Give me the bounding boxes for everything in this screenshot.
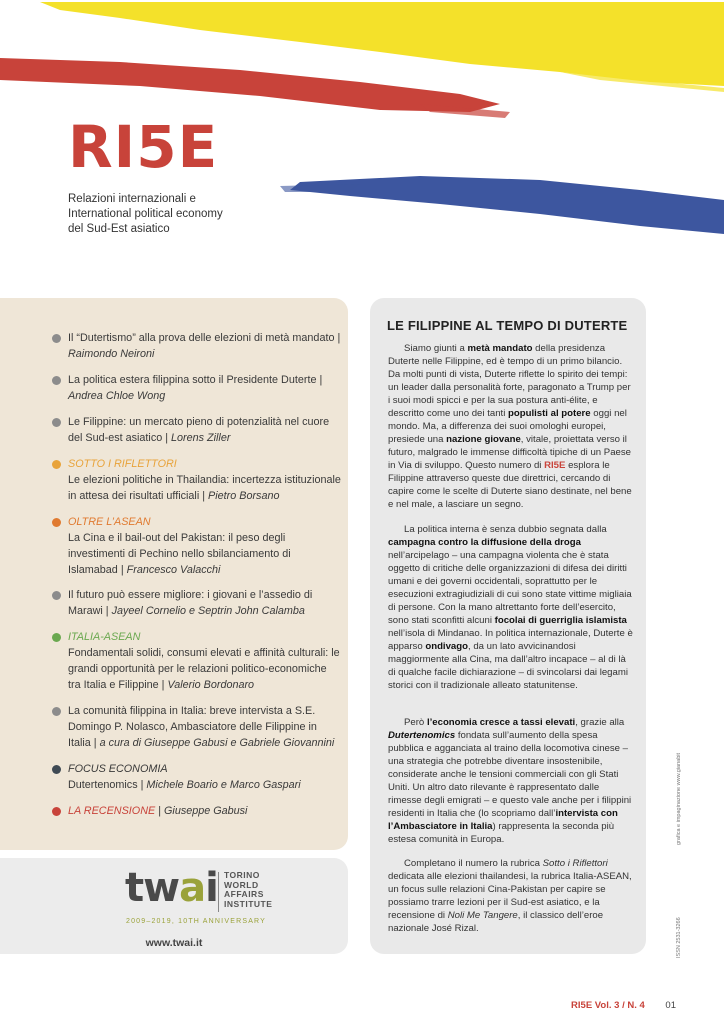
twai-logo: twai xyxy=(125,865,218,911)
bullet-icon xyxy=(52,633,61,642)
bullet-icon xyxy=(52,518,61,527)
design-credit: grafica e impaginazione www.gianabit xyxy=(676,752,682,845)
bullet-icon xyxy=(52,334,61,343)
twai-anniversary: 2009–2019, 10TH ANNIVERSARY xyxy=(126,918,267,925)
rise-logo: RI5E xyxy=(68,113,219,181)
page-number: 01 xyxy=(665,1000,676,1011)
toc-item[interactable]: ITALIA-ASEAN Fondamentali solidi, consumi elevati e affinità culturali: le grandi opportunità per le relazioni politico-economiche tra Italia e Filippine | Valerio Bordonaro xyxy=(52,629,342,693)
toc-item[interactable]: La comunità filippina in Italia: breve intervista a S.E. Domingo P. Nolasco, Ambasciatore delle Filippine in Italia | a cura di Giuseppe Gabusi e Gabriele Giovannini xyxy=(52,703,342,751)
page-footer xyxy=(571,1000,676,1011)
journal-subtitle: Relazioni internazionali e International political economy del Sud-Est asiatico xyxy=(68,193,223,235)
toc-item[interactable]: Le Filippine: un mercato pieno di potenzialità nel cuore del Sud-est asiatico | Lorens Ziller xyxy=(52,414,342,446)
issn-number: ISSN 2531-3266 xyxy=(676,917,682,958)
twai-institute-name: TORINO WORLD AFFAIRS INSTITUTE xyxy=(224,870,273,909)
bullet-icon xyxy=(52,765,61,774)
article-paragraph: Però l’economia cresce a tassi elevati, grazie alla Dutertenomics fondata sull’aumento della spesa pubblica e agganciata al traino della locomotiva cinese – una strategia che potrebbe diventare insostenibile, considerate anche le tensioni commerciali con gli Stati Uniti. Un altro dato rilevante è rappresentato dalle rimesse degli emigrati – e questo vale anche per i filippini residenti in Italia che (lo scopriamo dall’intervista con l’Ambasciatore in Italia) rappresenta la seconda più estesa comunità in Europa. xyxy=(388,717,632,845)
twai-divider xyxy=(218,872,219,912)
footer-volume: Vol. 3 / N. 4 xyxy=(594,1000,645,1011)
bullet-icon xyxy=(52,807,61,816)
article-paragraph: Siamo giunti a metà mandato della presidenza Duterte nelle Filippine, ed è tempo di un primo bilancio. Da molti punti di vista, Duterte riflette lo spirito dei tempi: un leader dalla personalità forte, paragonato a Trump per i suoi modi spicci e per la sua postura anti-élite, e descritto come uno dei tanti populisti al potere oggi nel mondo. Ma, a differenza dei suoi omologhi europei, presiede una nazione giovane, vitale, proiettata verso il futuro, malgrado le immense difficoltà tipiche di un Paese in Via di sviluppo. Questo numero di RI5E esplora le Filippine attraverso queste due direttrici, cercando di capire come le scelte di Duterte siano destinate, nel bene e nel male, a lasciare un segno. xyxy=(388,343,632,510)
bullet-icon xyxy=(52,418,61,427)
red-stroke xyxy=(0,58,500,112)
bullet-icon xyxy=(52,591,61,600)
toc-item[interactable]: FOCUS ECONOMIA Dutertenomics | Michele Boario e Marco Gaspari xyxy=(52,761,342,793)
article-paragraph: Completano il numero la rubrica Sotto i Riflettori dedicata alle elezioni thailandesi, la rubrica Italia-ASEAN, un focus sulle relazioni Cina-Pakistan per capire se possiamo trarre lezioni per il Sud-est asiatico, e la recensione di Noli Me Tangere, il classico dell’eroe nazionale José Rizal. xyxy=(388,858,632,934)
blue-stroke-tail xyxy=(280,184,360,192)
bullet-icon xyxy=(52,707,61,716)
toc-item[interactable]: LA RECENSIONE | Giuseppe Gabusi xyxy=(52,803,342,819)
bullet-icon xyxy=(52,376,61,385)
toc-item[interactable]: Il “Dutertismo” alla prova delle elezioni di metà mandato | Raimondo Neironi xyxy=(52,330,342,362)
twai-link[interactable]: www.twai.it xyxy=(145,937,203,949)
footer-brand: RI5E xyxy=(571,1000,593,1011)
toc-item[interactable]: SOTTO I RIFLETTORI Le elezioni politiche in Thailandia: incertezza istituzionale in attesa dei risultati ufficiali | Pietro Borsano xyxy=(52,456,342,504)
article-title: LE FILIPPINE AL TEMPO DI DUTERTE xyxy=(387,318,628,333)
bullet-icon xyxy=(52,460,61,469)
toc-item[interactable]: Il futuro può essere migliore: i giovani e l’assedio di Marawi | Jayeel Cornelio e Septrin John Calamba xyxy=(52,587,342,619)
toc-item[interactable]: OLTRE L’ASEAN La Cina e il bail-out del Pakistan: il peso degli investimenti di Pechino nello sbilanciamento di Islamabad | Francesco Valacchi xyxy=(52,514,342,578)
article-paragraph: La politica interna è senza dubbio segnata dalla campagna contro la diffusione della droga nell’arcipelago – una campagna violenta che è stata oggetto di critiche delle organizzazioni di difesa dei diritti umani e dei governi occidentali, soprattutto per le esecuzioni extragiudiziali di cui sono state vittime migliaia di persone. Con la mano altrettanto forte dell’esercito, sono stati sconfitti alcuni focolai di guerriglia islamista nell’isola di Mindanao. In politica internazionale, Duterte è apparso ondivago, da un lato avvicinandosi maggiormente alla Cina, ma dall’altro incapace – al di là di qualche facile dichiarazione – di svincolarsi dai legami storici con il tradizionale alleato statunitense. xyxy=(388,524,633,691)
toc-item[interactable]: La politica estera filippina sotto il Presidente Duterte | Andrea Chloe Wong xyxy=(52,372,342,404)
